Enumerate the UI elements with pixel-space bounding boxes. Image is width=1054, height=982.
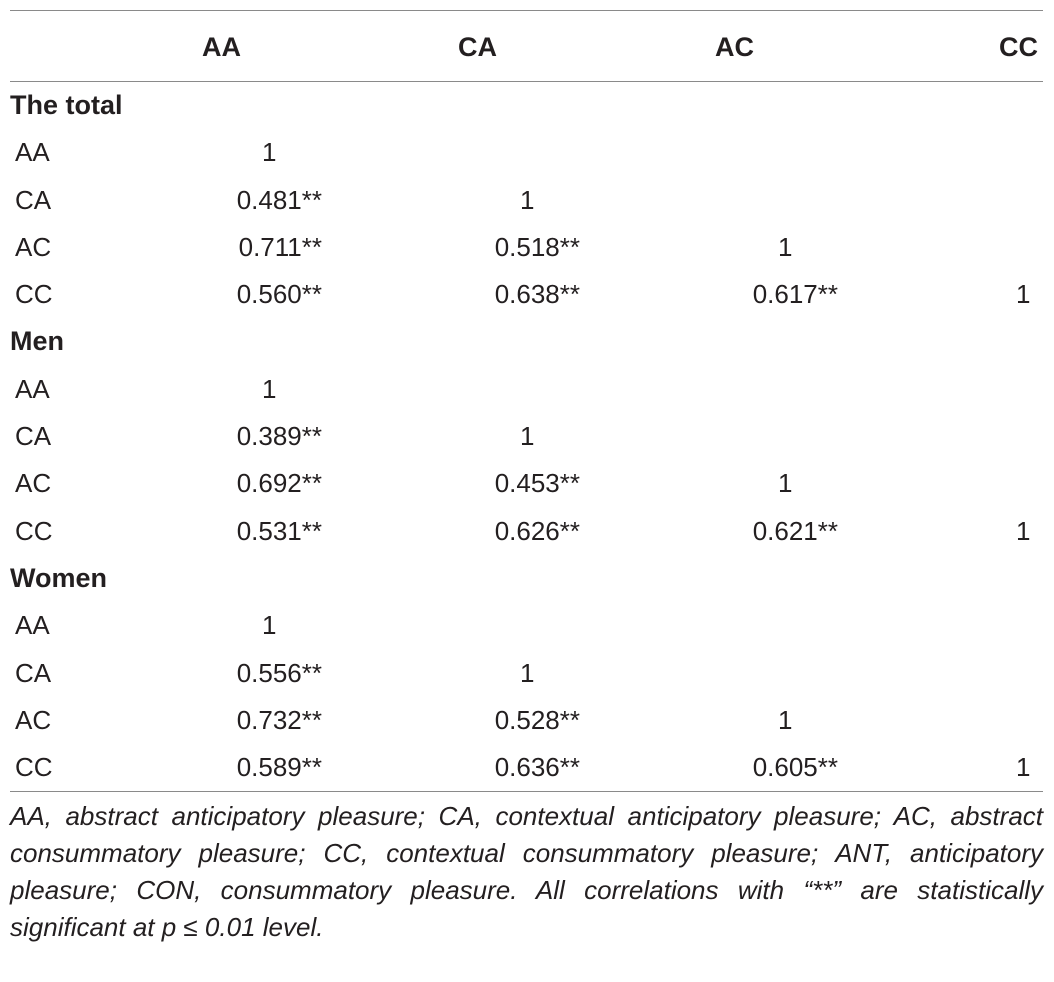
table-cell: 0.481** bbox=[236, 184, 322, 215]
table-row bbox=[10, 366, 1043, 413]
table-row bbox=[10, 413, 1043, 460]
table-row bbox=[10, 508, 1043, 555]
table-row bbox=[10, 177, 1043, 224]
bottom-rule bbox=[10, 791, 1043, 792]
group-title-row bbox=[10, 318, 1043, 365]
table-cell: 0.626** bbox=[494, 515, 580, 546]
table-row bbox=[10, 697, 1043, 744]
row-label: CC bbox=[15, 515, 53, 546]
row-label: CA bbox=[15, 421, 52, 452]
table-cell: 0.636** bbox=[494, 752, 580, 783]
group-title-row bbox=[10, 555, 1043, 602]
row-label: CC bbox=[15, 279, 53, 310]
table-cell: 0.528** bbox=[494, 704, 580, 735]
table-cell: 1 bbox=[520, 421, 535, 452]
table-cell: 0.638** bbox=[494, 279, 580, 310]
table-row bbox=[10, 460, 1043, 507]
row-label: CC bbox=[15, 752, 53, 783]
table-cell: 0.518** bbox=[494, 231, 580, 262]
table-cell: 1 bbox=[262, 610, 277, 641]
table-cell: 1 bbox=[520, 657, 535, 688]
table-row bbox=[10, 744, 1043, 791]
table-cell: 0.732** bbox=[236, 704, 322, 735]
column-header-ca: CA bbox=[458, 32, 497, 62]
table-cell: 0.621** bbox=[752, 515, 838, 546]
table-cell: 0.556** bbox=[236, 657, 322, 688]
row-label: CA bbox=[15, 184, 52, 215]
row-label: AA bbox=[15, 373, 50, 404]
table-body bbox=[10, 82, 1043, 791]
table-cell: 0.605** bbox=[752, 752, 838, 783]
group-title: The total bbox=[10, 90, 123, 120]
table-row bbox=[10, 602, 1043, 649]
table-cell: 1 bbox=[262, 373, 277, 404]
row-label: AA bbox=[15, 610, 50, 641]
table-cell: 1 bbox=[520, 184, 535, 215]
header-row bbox=[10, 11, 1043, 81]
table-cell: 0.589** bbox=[236, 752, 322, 783]
table-cell: 1 bbox=[778, 704, 793, 735]
row-label: AC bbox=[15, 231, 52, 262]
table-cell: 0.560** bbox=[236, 279, 322, 310]
table-cell: 1 bbox=[1016, 279, 1031, 310]
table-cell: 0.617** bbox=[752, 279, 838, 310]
correlation-table bbox=[10, 10, 1043, 946]
table-cell: 1 bbox=[1016, 515, 1031, 546]
table-cell: 1 bbox=[262, 137, 277, 168]
table-cell: 1 bbox=[778, 468, 793, 499]
table-row bbox=[10, 129, 1043, 176]
table-cell: 0.531** bbox=[236, 515, 322, 546]
table-cell: 0.389** bbox=[236, 421, 322, 452]
table-cell: 1 bbox=[778, 231, 793, 262]
group-title: Women bbox=[10, 562, 108, 593]
group-title-row bbox=[10, 82, 1043, 129]
column-header-aa: AA bbox=[202, 32, 241, 62]
table-row bbox=[10, 650, 1043, 697]
row-label: AC bbox=[15, 704, 52, 735]
table-cell: 0.692** bbox=[236, 468, 322, 499]
table-cell: 0.453** bbox=[494, 468, 580, 499]
column-header-ac: AC bbox=[715, 32, 754, 62]
table-footnote: AA, abstract anticipatory pleasure; CA, contextual anticipatory pleasure; AC, abstract consummatory pleasure; CC, contextual consummatory pleasure; ANT, anticipatory pleasure; CON, consummatory pleasure. All correlations with “**” are statistically significant at p ≤ 0.01 level. bbox=[10, 801, 1043, 943]
row-label: AA bbox=[15, 137, 50, 168]
table-cell: 0.711** bbox=[238, 231, 322, 262]
table-row bbox=[10, 271, 1043, 318]
column-header-cc: CC bbox=[999, 32, 1038, 62]
table-row bbox=[10, 224, 1043, 271]
group-title: Men bbox=[10, 326, 64, 357]
table-cell: 1 bbox=[1016, 752, 1031, 783]
row-label: AC bbox=[15, 468, 52, 499]
row-label: CA bbox=[15, 657, 52, 688]
